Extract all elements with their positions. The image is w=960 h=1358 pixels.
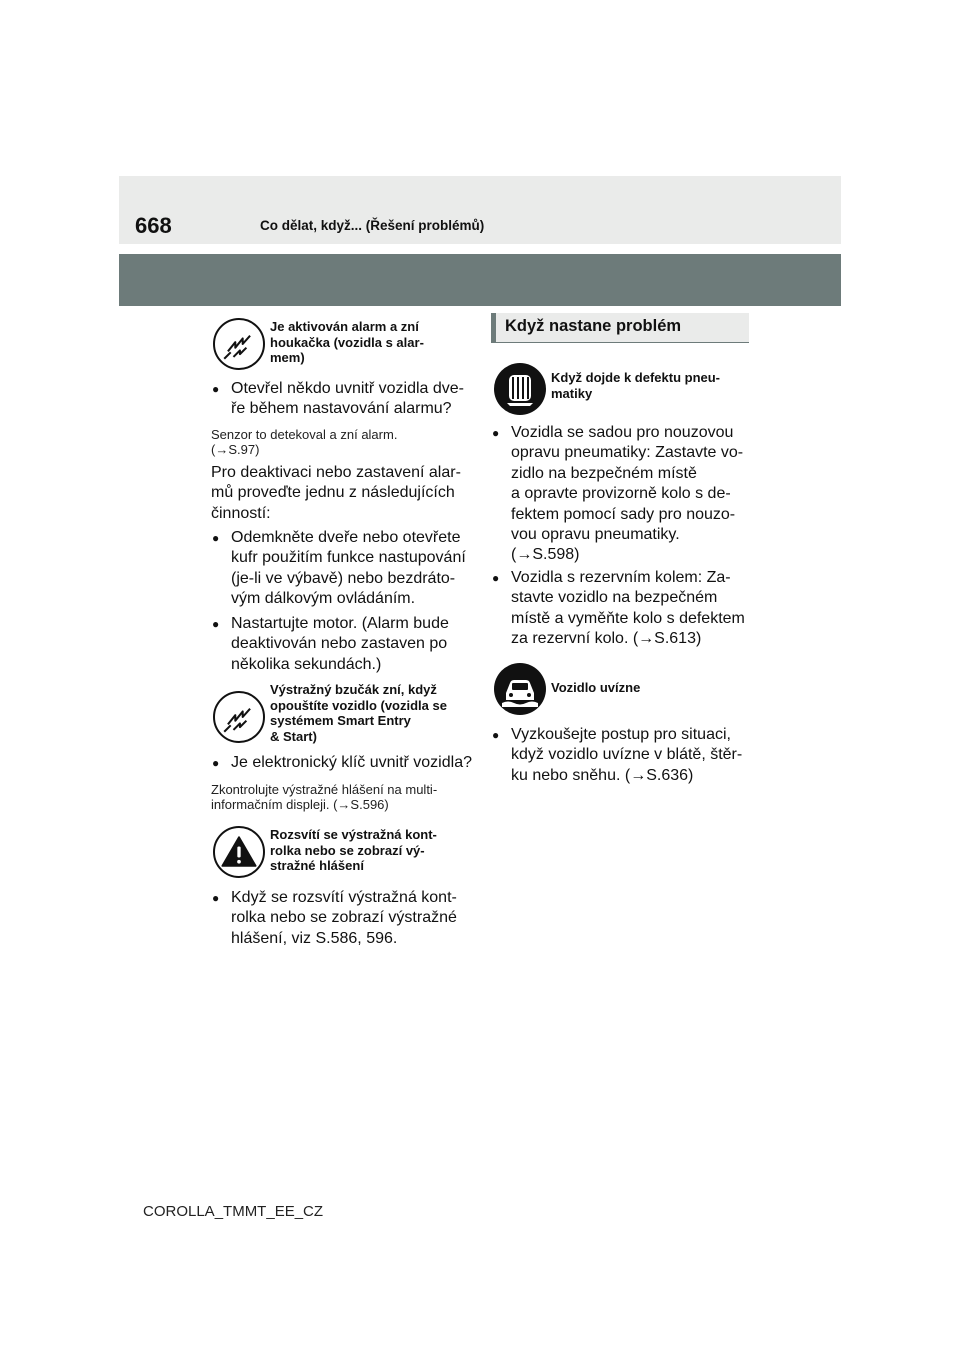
stuck-label: Vozidlo uvízne [551, 680, 641, 695]
buzzer-label: Výstražný bzučák zní, když opouštíte vozidlo (vozidla se systémem Smart Entry & Start) [270, 682, 447, 744]
alarm-horn-label: Je aktivován alarm a zní houkačka (vozidla s alar- mem) [270, 319, 424, 365]
note-text: Zkontrolujte výstražné hlášení na multi- informačním displeji. (→S.596) [211, 782, 438, 812]
section-heading: Když nastane problém [491, 313, 749, 343]
page-number: 668 [135, 213, 172, 238]
list-item: ● Otevřel někdo uvnitř vozidla dve- ře během nastavování alarmu? [212, 379, 464, 420]
footer-code: COROLLA_TMMT_EE_CZ [143, 1203, 324, 1220]
list-item: ● Když se rozsvítí výstražná kont- rolka nebo se zobrazí výstražné hlášení, viz S.586, 596. [212, 888, 457, 949]
list-item: ● Nastartujte motor. (Alarm bude deaktivován nebo zastaven po několika sekundách.) [212, 614, 449, 675]
flat-tire-label: Když dojde k defektu pneu- matiky [551, 370, 721, 401]
warning-exclamation-icon [213, 826, 265, 878]
paragraph: Pro deaktivaci nebo zastavení alar- mů proveďte jednu z následujících činností: [211, 464, 461, 522]
header-band [119, 176, 841, 244]
list-item: ● Vozidla se sadou pro nouzovou opravu pneumatiky: Zastavte vo- zidlo na bezpečném místě a opravte provizorně kolo s de- fektem pomocí sady pro nouzo- vou opravu pneumatiky. (→S.598) [492, 423, 743, 566]
warning-light-label: Rozsvítí se výstražná kont- rolka nebo se zobrazí vý- stražné hlášení [270, 827, 437, 873]
running-title: Co dělat, když... (Řešení problémů) [260, 218, 485, 233]
list-item: ● Je elektronický klíč uvnitř vozidla? [212, 753, 472, 773]
stuck-car-icon [494, 663, 546, 715]
alarm-sound-icon [213, 318, 265, 370]
list-item: ● Vyzkoušejte postup pro situaci, když vozidlo uvízne v blátě, štěr- ku nebo sněhu. (→S.636) [492, 725, 742, 786]
alarm-sound-icon [213, 691, 265, 743]
list-item: ● Odemkněte dveře nebo otevřete kufr použitím funkce nastupování (je-li ve výbavě) nebo bezdráto- vým dálkovým ovládáním. [212, 528, 466, 610]
section-band [119, 254, 841, 306]
note-text: Senzor to detekoval a zní alarm. (→S.97) [211, 427, 398, 457]
flat-tire-icon [494, 363, 546, 415]
list-item: ● Vozidla s rezervním kolem: Za- stavte vozidlo na bezpečném místě a vyměňte kolo s defektem za rezervní kolo. (→S.613) [492, 568, 745, 650]
